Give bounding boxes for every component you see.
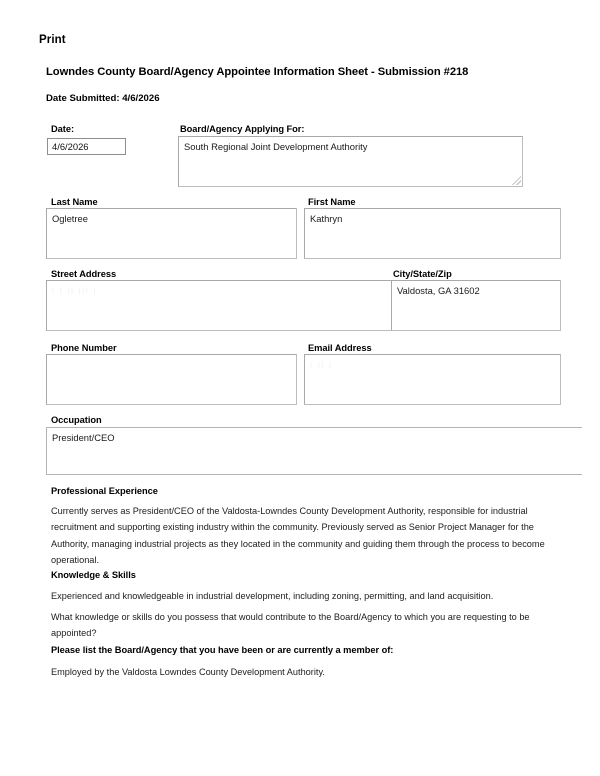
page-title: Lowndes County Board/Agency Appointee Information Sheet - Submission #218 [46,66,469,78]
first-name-input[interactable]: Kathryn [304,208,561,259]
knowledge-skills-answer: Experienced and knowledgeable in industrial development, including zoning, permitting, and land acquisition. [51,591,494,601]
knowledge-skills-heading: Knowledge & Skills [51,570,136,580]
occupation-label: Occupation [51,415,102,425]
date-label: Date: [51,124,74,134]
board-agency-input[interactable]: South Regional Joint Development Authority [178,136,523,187]
membership-heading: Please list the Board/Agency that you have been or are currently a member of: [51,645,394,655]
last-name-input[interactable]: Ogletree [46,208,297,259]
phone-number-input[interactable] [46,354,297,405]
date-input[interactable] [47,138,126,155]
redacted-street-address: l l ll lll l [52,285,98,296]
phone-number-label: Phone Number [51,343,117,353]
professional-experience-body: Currently serves as President/CEO of the Valdosta-Lowndes County Development Authority, responsible for industrial recruitment and supporting existing industry within the community. Previously served as Senior Project Manager for the Authority, managing industrial projects as they located in the community and guiding them through the process to become operational. [51,506,545,566]
street-address-label: Street Address [51,269,117,279]
redacted-email-address: l ll l [310,359,333,370]
date-submitted-text: Date Submitted: 4/6/2026 [46,93,160,104]
email-address-label: Email Address [308,343,372,353]
membership-body: Employed by the Valdosta Lowndes County Development Authority. [51,667,325,677]
city-state-zip-input[interactable]: Valdosta, GA 31602 [391,280,561,331]
email-address-input[interactable] [304,354,561,405]
professional-experience-heading: Professional Experience [51,486,158,496]
last-name-label: Last Name [51,197,98,207]
occupation-input[interactable]: President/CEO [46,427,582,475]
knowledge-skills-question: What knowledge or skills do you possess that would contribute to the Board/Agency to which you are requesting to be appointed? [51,612,530,639]
street-address-input[interactable] [46,280,392,331]
city-state-zip-label: City/State/Zip [393,269,452,279]
first-name-label: First Name [308,197,356,207]
print-button[interactable]: Print [39,34,66,46]
board-agency-label: Board/Agency Applying For: [180,124,305,134]
